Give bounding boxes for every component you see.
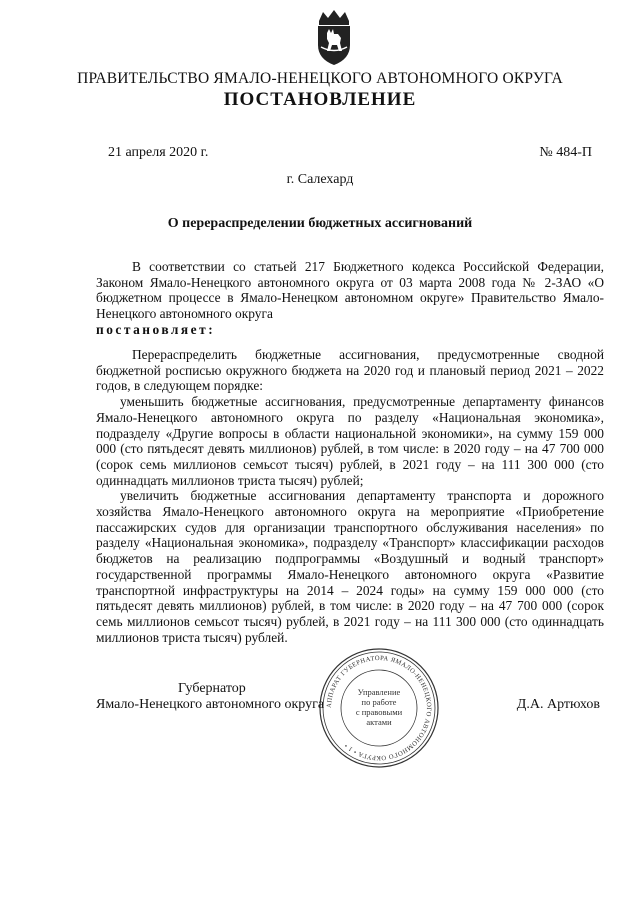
- signer-title-line2: Ямало-Ненецкого автономного округа: [96, 697, 325, 712]
- seal-center-line2: по работе: [361, 697, 397, 707]
- official-seal: [318, 647, 440, 769]
- coat-of-arms-icon: [305, 7, 363, 69]
- document-date: 21 апреля 2020 г.: [108, 145, 209, 160]
- preamble-text: В соответствии со статьей 217 Бюджетного кодекса Российской Федерации, Законом Ямало-Ненецкого автономного округа от 03 марта 2008 года № 2-ЗАО «О бюджетном процессе в Ямало-Ненецком автономном округе» Правительство Ямало-Ненецкого автономного округа: [96, 259, 604, 322]
- preamble: [96, 259, 604, 338]
- signer-title-line1: Губернатор: [178, 681, 246, 696]
- seal-center-line4: актами: [366, 717, 392, 727]
- seal-ring-text: АППАРАТ ГУБЕРНАТОРА ЯМАЛО-НЕНЕЦКОГО АВТОНОМНОГО ОКРУГА • 1 •: [325, 654, 433, 762]
- document-title: О перераспределении бюджетных ассигнований: [167, 216, 473, 231]
- body-paragraph-2: уменьшить бюджетные ассигнования, предусмотренные департаменту финансов Ямало-Ненецкого автономного округа по разделу «Национальная экономика», подразделу «Другие вопросы в области национальной экономики», на сумму 159 000 000 (сто пятьдесят девять миллионов) рублей, в том числе: в 2020 году – на 47 700 000 (сорок семь миллионов семьсот тысяч) рублей, в 2021 году – на 111 300 000 (сто одиннадцать миллионов триста тысяч) рублей;: [96, 394, 604, 488]
- seal-center-line1: Управление: [357, 687, 401, 697]
- document-number: № 484-П: [539, 145, 592, 160]
- resolves-word: постановляет:: [96, 321, 216, 337]
- document-city: г. Салехард: [286, 172, 354, 187]
- body-paragraph-1: Перераспределить бюджетные ассигнования, предусмотренные сводной бюджетной росписью окружного бюджета на 2020 год и плановый период 2021 – 2022 годов, в следующем порядке:: [96, 347, 604, 394]
- body-paragraph-3: увеличить бюджетные ассигнования департаменту транспорта и дорожного хозяйства Ямало-Ненецкого автономного округа на мероприятие «Приобретение пассажирских судов для организации транспортного обслуживания населения» по разделу «Национальная экономика», подразделу «Транспорт» классификации расходов бюджетов на реализацию подпрограммы «Воздушный и водный транспорт» государственной программы Ямало-Ненецкого автономного округа «Развитие транспортной инфраструктуры на 2014 – 2024 годы» на сумму 159 000 000 (сто пятьдесят девять миллионов) рублей, в том числе: в 2020 году – на 47 700 000 (сорок семь миллионов семьсот тысяч) рублей, в 2021 году – на 111 300 000 (сто одиннадцать миллионов триста тысяч) рублей.: [96, 488, 604, 645]
- government-name: ПРАВИТЕЛЬСТВО ЯМАЛО-НЕНЕЦКОГО АВТОНОМНОГО ОКРУГА: [77, 70, 563, 87]
- document-type: ПОСТАНОВЛЕНИЕ: [223, 89, 417, 110]
- seal-center-line3: с правовыми: [355, 707, 403, 717]
- document-body: [96, 347, 604, 645]
- signer-name: Д.А. Артюхов: [516, 697, 600, 712]
